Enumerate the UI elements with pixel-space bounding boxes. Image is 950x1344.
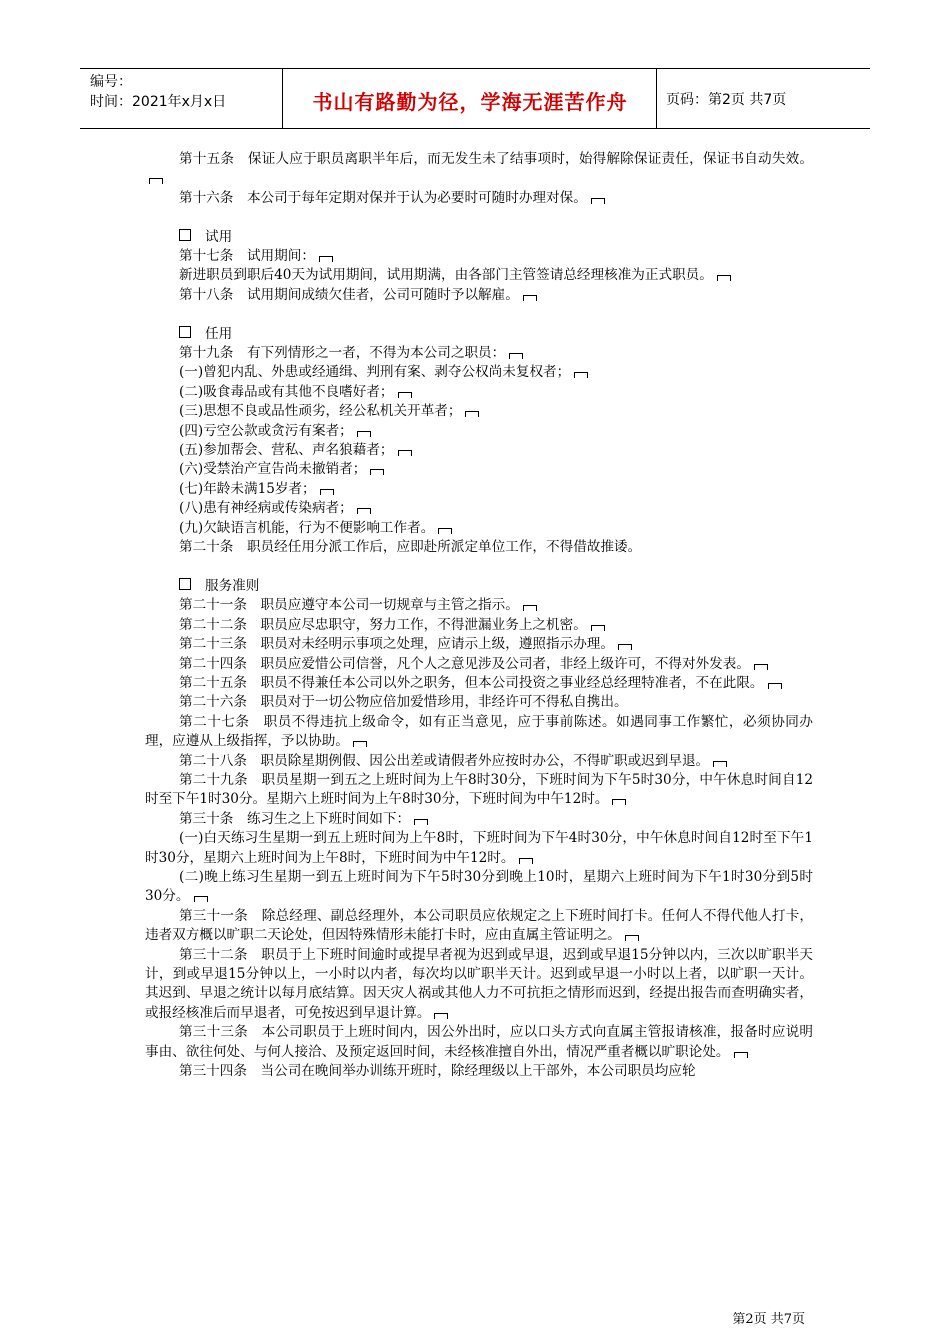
section-heading xyxy=(145,208,813,247)
article-paragraph xyxy=(145,150,813,189)
paragraph-mark-icon xyxy=(357,431,371,437)
section-heading-text: 任用 xyxy=(205,325,233,342)
doc-date-label: 时间：2021年x月x日 xyxy=(90,94,227,110)
article-paragraph xyxy=(145,674,813,693)
paragraph-mark-icon xyxy=(713,761,727,767)
paragraph-text: (九)欠缺语言机能，行为不便影响工作者。 xyxy=(179,519,435,536)
checkbox-square-icon xyxy=(179,326,191,338)
article-paragraph xyxy=(145,499,813,518)
article-paragraph xyxy=(145,868,813,907)
paragraph-mark-icon xyxy=(465,411,479,417)
paragraph-mark-icon xyxy=(149,178,163,184)
article-paragraph xyxy=(145,344,813,363)
paragraph-mark-icon xyxy=(319,256,333,262)
paragraph-mark-icon xyxy=(414,819,428,825)
article-paragraph xyxy=(145,247,813,266)
paragraph-mark-icon xyxy=(398,392,412,398)
article-paragraph xyxy=(145,713,813,752)
article-paragraph xyxy=(145,422,813,441)
checkbox-square-icon xyxy=(179,578,191,590)
paragraph-text: 第二十二条 职员应尽忠职守，努力工作，不得泄漏业务上之机密。 xyxy=(179,616,587,633)
paragraph-text: 第二十一条 职员应遵守本公司一切规章与主管之指示。 xyxy=(179,597,519,614)
header-motto: 书山有路勤为径，学海无涯苦作舟 xyxy=(312,90,628,114)
article-paragraph xyxy=(145,616,813,635)
header-divider-1 xyxy=(282,68,283,129)
paragraph-mark-icon xyxy=(754,664,768,670)
paragraph-text: (七)年龄未满15岁者； xyxy=(179,480,316,497)
article-paragraph xyxy=(145,693,813,712)
paragraph-mark-icon xyxy=(370,469,384,475)
paragraph-mark-icon xyxy=(320,489,334,495)
paragraph-text: (五)参加帮会、营私、声名狼藉者； xyxy=(179,442,394,459)
paragraph-mark-icon xyxy=(438,528,452,534)
article-paragraph xyxy=(145,752,813,771)
article-paragraph xyxy=(145,402,813,421)
article-paragraph xyxy=(145,480,813,499)
paragraph-text: 第二十四条 职员应爱惜公司信誉，凡个人之意见涉及公司者，非经上级许可，不得对外发表。 xyxy=(179,655,750,672)
paragraph-text: (二)吸食毒品或有其他不良嗜好者； xyxy=(179,383,394,400)
doc-number-label: 编号： xyxy=(90,74,132,90)
article-paragraph xyxy=(145,286,813,305)
article-paragraph xyxy=(145,946,813,1024)
paragraph-mark-icon xyxy=(591,198,605,204)
paragraph-mark-icon xyxy=(591,625,605,631)
header-top-rule xyxy=(80,68,870,69)
paragraph-mark-icon xyxy=(768,683,782,689)
paragraph-text: 第十八条 试用期间成绩欠佳者，公司可随时予以解雇。 xyxy=(179,286,519,303)
article-paragraph xyxy=(145,771,813,810)
article-paragraph xyxy=(145,189,813,208)
paragraph-text: 第十七条 试用期间： xyxy=(179,248,315,265)
footer-page-number: 第2页 共7页 xyxy=(732,1312,805,1327)
section-heading-text: 服务准则 xyxy=(205,577,260,594)
paragraph-text: 第十五条 保证人应于职员离职半年后，而无发生未了结事项时，始得解除保证责任，保证书自动失效。 xyxy=(179,151,813,167)
article-paragraph xyxy=(145,655,813,674)
section-heading-text: 试用 xyxy=(205,228,233,245)
section-heading xyxy=(145,558,813,597)
paragraph-mark-icon xyxy=(574,372,588,378)
paragraph-mark-icon xyxy=(625,935,639,941)
paragraph-text: (一)白天练习生星期一到五上班时间为上午8时，下班时间为下午4时30分，中午休息时间自12时至下午1时30分，星期六上班时间为上午8时，下班时间为中午12时。 xyxy=(145,830,813,866)
paragraph-text: 第三十四条 当公司在晚间举办训练开班时，除经理级以上干部外，本公司职员均应轮 xyxy=(179,1063,696,1080)
article-paragraph xyxy=(145,383,813,402)
paragraph-text: (八)患有神经病或传染病者； xyxy=(179,500,353,517)
article-paragraph xyxy=(145,596,813,615)
paragraph-text: 第二十六条 职员对于一切公物应倍加爱惜珍用，非经许可不得私自携出。 xyxy=(179,694,628,711)
paragraph-text: (四)亏空公款或贪污有案者； xyxy=(179,422,353,439)
article-paragraph xyxy=(145,519,813,538)
header-bottom-rule xyxy=(80,128,870,129)
paragraph-mark-icon xyxy=(434,1013,448,1019)
paragraph-text: 第二十条 职员经任用分派工作后，应即赴所派定单位工作，不得借故推诿。 xyxy=(179,539,642,556)
paragraph-text: 第二十五条 职员不得兼任本公司以外之职务，但本公司投资之事业经总经理特准者，不在此限。 xyxy=(179,674,764,691)
paragraph-text: 第十六条 本公司于每年定期对保并于认为必要时可随时办理对保。 xyxy=(179,189,587,206)
article-paragraph xyxy=(145,810,813,829)
paragraph-mark-icon xyxy=(357,508,371,514)
paragraph-text: 第三十三条 本公司职员于上班时间内，因公外出时，应以口头方式向直属主管报请核准，报备时应说明事由、欲往何处、与何人接洽、及预定返回时间，未经核准擅自外出，情况严重者概以旷职论处。 xyxy=(145,1024,813,1060)
article-paragraph xyxy=(145,266,813,285)
paragraph-mark-icon xyxy=(618,644,632,650)
paragraph-mark-icon xyxy=(523,295,537,301)
paragraph-mark-icon xyxy=(194,896,208,902)
paragraph-mark-icon xyxy=(398,450,412,456)
paragraph-mark-icon xyxy=(519,858,533,864)
article-paragraph xyxy=(145,907,813,946)
article-paragraph xyxy=(145,363,813,382)
paragraph-text: (三)思想不良或品性顽劣，经公私机关开革者； xyxy=(179,403,462,420)
article-paragraph xyxy=(145,635,813,654)
paragraph-mark-icon xyxy=(523,605,537,611)
article-paragraph xyxy=(145,1062,813,1081)
paragraph-text: (二)晚上练习生星期一到五上班时间为下午5时30分到晚上10时，星期六上班时间为下午1时30分到5时30分。 xyxy=(145,868,813,905)
article-paragraph xyxy=(145,441,813,460)
paragraph-text: 第二十九条 职员星期一到五之上班时间为上午8时30分，下班时间为下午5时30分，中午休息时间自12时至下午1时30分。星期六上班时间为上午8时30分，下班时间为中午12时。 xyxy=(145,771,813,808)
header-divider-2 xyxy=(656,68,657,129)
paragraph-text: 新进职员到职后40天为试用期间，试用期满，由各部门主管签请总经理核准为正式职员。 xyxy=(179,267,713,284)
article-paragraph xyxy=(145,1023,813,1062)
paragraph-text: (一)曾犯内乱、外患或经通缉、判刑有案、剥夺公权尚未复权者； xyxy=(179,364,571,381)
section-heading xyxy=(145,305,813,344)
paragraph-text: (六)受禁治产宣告尚未撤销者； xyxy=(179,461,367,478)
paragraph-mark-icon xyxy=(509,353,523,359)
paragraph-mark-icon xyxy=(353,741,367,747)
article-paragraph xyxy=(145,538,813,557)
article-paragraph xyxy=(145,829,813,868)
paragraph-text: 第十九条 有下列情形之一者，不得为本公司之职员： xyxy=(179,345,506,362)
paragraph-mark-icon xyxy=(734,1052,748,1058)
article-paragraph xyxy=(145,460,813,479)
document-body xyxy=(145,150,813,1081)
header-meta xyxy=(90,72,226,112)
paragraph-mark-icon xyxy=(717,275,731,281)
paragraph-text: 第三十一条 除总经理、副总经理外，本公司职员应依规定之上下班时间打卡。任何人不得代他人打卡，违者双方概以旷职二天论处，但因特殊情形未能打卡时，应由直属主管证明之。 xyxy=(145,907,813,944)
paragraph-text: 第二十三条 职员对未经明示事项之处理，应请示上级，遵照指示办理。 xyxy=(179,636,614,653)
paragraph-mark-icon xyxy=(612,799,626,805)
paragraph-text: 第二十七条 职员不得违抗上级命令，如有正当意见，应于事前陈述。如遇同事工作繁忙，必须协同办理，应遵从上级指挥，予以协助。 xyxy=(145,713,813,750)
paragraph-text: 第三十二条 职员于上下班时间逾时或提早者视为迟到或早退，迟到或早退15分钟以内，三次以旷职半天计，到或早退15分钟以上，一小时以内者，每次均以旷职半天计。迟到或早退一小时以上者，以旷职一天计。其迟到、早退之统计以每月底结算。因天灾人祸或其他人力不可抗拒之情形而迟到，经提出报告而查明确实者，或报经核准后而早退者，可免按迟到早退计算。 xyxy=(145,946,813,1021)
checkbox-square-icon xyxy=(179,229,191,241)
header-page-label: 页码：第2页 共7页 xyxy=(666,92,787,108)
paragraph-text: 第三十条 练习生之上下班时间如下： xyxy=(179,810,411,827)
paragraph-text: 第二十八条 职员除星期例假、因公出差或请假者外应按时办公，不得旷职或迟到早退。 xyxy=(179,752,710,769)
